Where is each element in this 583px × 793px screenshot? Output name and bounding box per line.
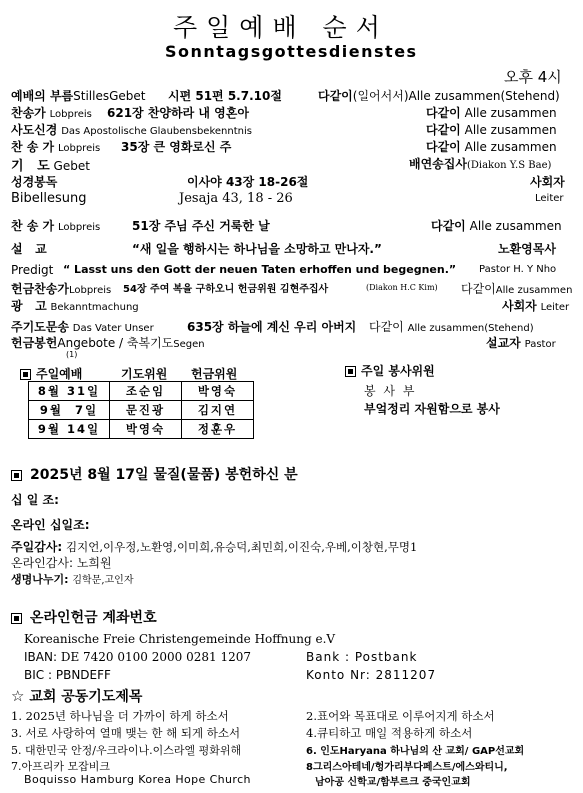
order-item-who: 다같이 Alle zusammen xyxy=(426,140,557,154)
table-cell-date: 8월 31일 xyxy=(29,382,110,401)
order-item-ko: 예배의 부름 xyxy=(11,89,74,103)
prayer-left-8: Boquisso Hamburg Korea Hope Church xyxy=(24,773,251,786)
prayer-right-8: 8그리스아테네/헝가리부다페스트/에스와티니, xyxy=(306,762,508,773)
order-item-ko: 헌금봉헌 xyxy=(11,336,58,350)
prayer-right-9: 남아공 신학교/함부르크 중국인교회 xyxy=(315,777,471,788)
duty-header-prayer: 기도위원 xyxy=(121,367,168,381)
life-sharing-row: 생명나누기: 김학문,고인자 xyxy=(11,573,134,586)
order-item-ko: 설 교 xyxy=(11,242,47,256)
order-item-who: 다같이 Alle zusammen xyxy=(426,106,557,120)
order-row xyxy=(11,138,576,155)
order-item-de2: Segen xyxy=(173,339,205,350)
order-row xyxy=(11,104,576,121)
order-item-de: Gebet xyxy=(53,159,90,173)
page-subtitle: Sonntagsgottesdienstes xyxy=(165,42,418,61)
order-item-detail: 621장 찬양하라 내 영혼아 xyxy=(107,106,249,120)
order-item-ko: 사도신경 xyxy=(11,123,58,137)
service-text: 부엌정리 자원함으로 봉사 xyxy=(364,402,500,416)
order-item-who: 사회자 Leiter xyxy=(502,299,570,313)
table-cell-date: 9월 14일 xyxy=(29,420,110,439)
konto-label: Konto Nr: 2811207 xyxy=(306,668,437,682)
order-item-de: Das Vater Unser xyxy=(72,323,154,334)
table-cell-prayer: 박영숙 xyxy=(110,420,182,439)
offering-heading: 2025년 8월 17일 물질(물품) 봉헌하신 분 xyxy=(11,464,298,484)
checkbox-icon xyxy=(345,366,356,377)
table-cell-date: 9월 7일 xyxy=(29,401,110,420)
order-item-who-extra: (Diakon H.C Kim) xyxy=(366,283,438,292)
order-row xyxy=(11,191,576,206)
order-item-detail: 635장 하늘에 계신 우리 아버지 xyxy=(187,320,357,334)
order-item-ko: 성경봉독 xyxy=(11,175,58,189)
table-cell-offering: 박영숙 xyxy=(182,382,254,401)
checkbox-icon xyxy=(11,613,22,624)
order-item-ko: 주기도문송 xyxy=(11,320,69,334)
prayer-right-6: 6. 인도Haryana 하나님의 산 교회/ GAP선교회 xyxy=(306,746,525,757)
order-row xyxy=(11,263,576,277)
prayer-right-4: 4.큐티하고 매일 적용하게 하소서 xyxy=(306,726,473,740)
order-item-who: Leiter xyxy=(535,193,564,204)
order-item-who: 노환영목사 xyxy=(498,242,556,256)
order-row xyxy=(11,217,576,234)
order-item-ko: Bibellesung xyxy=(11,191,87,206)
order-row xyxy=(11,240,576,257)
online-thanks-row: 온라인감사: 노희원 xyxy=(11,556,112,570)
order-item-who: 다같이 Alle zusammen(Stehend) xyxy=(369,320,534,334)
order-item-de: Das Apostolische Glaubensbekenntnis xyxy=(61,126,252,137)
order-item-ko: Predigt xyxy=(11,263,54,277)
order-item-ko: 헌금찬송가 xyxy=(11,282,69,296)
order-item-de: Lobpreis xyxy=(57,222,101,233)
order-item-detail: 시편 51편 5.7.10절 xyxy=(168,89,282,103)
service-time: 오후 4시 xyxy=(504,68,562,86)
iban-row: IBAN: DE 7420 0100 2000 0281 1207 xyxy=(24,650,251,664)
duty-section-label: 주일예배 xyxy=(20,365,82,382)
prayer-right-2: 2.표어와 목표대로 이루어지게 하소서 xyxy=(306,709,495,723)
table-row xyxy=(29,420,254,439)
order-row xyxy=(11,318,576,335)
service-dept: 봉 사 부 xyxy=(364,384,417,398)
table-cell-prayer: 조순임 xyxy=(110,382,182,401)
order-item-who: 설교자 Pastor xyxy=(486,336,556,350)
checkbox-icon xyxy=(11,470,22,481)
service-section-label: 주일 봉사위원 xyxy=(345,362,435,379)
tithe-label: 십 일 조: xyxy=(11,493,59,507)
order-item-who: Pastor H. Y Nho xyxy=(479,264,557,275)
order-item-de: Bekanntmachung xyxy=(50,302,139,313)
prayer-left-5: 5. 대한민국 안정/우크라이나.이스라엘 평화위해 xyxy=(11,744,242,757)
order-item-de: Lobpreis xyxy=(49,109,92,120)
order-row xyxy=(11,155,576,174)
order-row xyxy=(11,173,576,190)
order-item-detail: Jesaja 43, 18 - 26 xyxy=(179,191,293,206)
account-name: Koreanische Freie Christengemeinde Hoffnung e.V xyxy=(24,632,336,646)
order-item-who: 배연송집사(Diakon Y.S Bae) xyxy=(409,157,552,171)
prayer-left-3: 3. 서로 사랑하여 열매 맺는 한 해 되게 하소서 xyxy=(11,726,241,740)
order-item-who: 사회자 xyxy=(530,175,565,189)
order-item-detail: 이사야 43장 18-26절 xyxy=(187,175,309,189)
order-item-ko: 찬 송 가 xyxy=(11,140,55,154)
order-item-who: 다같이Alle zusammen xyxy=(461,282,573,296)
table-cell-prayer: 문진광 xyxy=(110,401,182,420)
order-item-de: StillesGebet xyxy=(73,89,146,103)
order-item-de: Angebote / 축복기도 xyxy=(57,336,174,350)
order-item-detail: “ Lasst uns den Gott der neuen Taten erhoffen und begegnen.” xyxy=(63,263,457,276)
table-cell-offering: 정훈우 xyxy=(182,420,254,439)
order-item-detail: 35장 큰 영화로신 주 xyxy=(121,140,232,154)
order-item-who: 다같이 Alle zusammen xyxy=(431,219,562,233)
thanks-row: 주일감사: 김지언,이우정,노환영,이미희,유승덕,최민희,이진숙,우베,이창현,무명1 xyxy=(11,540,418,554)
prayer-left-1: 1. 2025년 하나님을 더 가까이 하게 하소서 xyxy=(11,709,229,723)
order-row xyxy=(11,280,576,297)
order-item-detail: 51장 주님 주신 거룩한 날 xyxy=(132,219,270,233)
order-row xyxy=(11,334,576,351)
order-item-ko: 찬송가 xyxy=(11,106,46,120)
bic-row: BIC : PBNDEFF xyxy=(24,668,111,682)
prayer-heading: ☆ 교회 공동기도제목 xyxy=(11,687,143,705)
order-item-detail: “새 일을 행하시는 하나님을 소망하고 만나자.” xyxy=(132,242,382,256)
footnote-mark: (1) xyxy=(66,350,78,359)
order-item-ko: 광 고 xyxy=(11,299,47,313)
order-item-de: Lobpreis xyxy=(57,143,101,154)
order-item-who: 다같이 Alle zusammen xyxy=(426,123,557,137)
order-item-de: Lobpreis xyxy=(68,285,112,296)
prayer-left-7: 7.아프리카 모잡비크 xyxy=(11,760,110,773)
duty-table xyxy=(28,381,254,439)
account-heading: 온라인헌금 계좌번호 xyxy=(11,607,157,627)
order-row xyxy=(11,87,576,104)
table-row xyxy=(29,382,254,401)
page-title: 주일예배 순서 xyxy=(173,13,389,42)
online-tithe-label: 온라인 십일조: xyxy=(11,518,90,532)
checkbox-icon xyxy=(20,369,31,380)
bank-label: Bank : Postbank xyxy=(306,650,418,664)
order-item-who: 다같이(일어서서)Alle zusammen(Stehend) xyxy=(318,89,560,103)
duty-header-offering: 헌금위원 xyxy=(191,367,238,381)
order-item-ko: 기 도 xyxy=(11,159,50,174)
table-cell-offering: 김지연 xyxy=(182,401,254,420)
order-item-detail: 54장 주여 복을 구하오니 헌금위원 김현주집사 xyxy=(123,284,329,295)
order-row xyxy=(11,297,576,314)
table-row xyxy=(29,401,254,420)
order-item-ko: 찬 송 가 xyxy=(11,219,55,233)
order-row xyxy=(11,121,576,138)
star-icon: ☆ xyxy=(11,687,25,705)
